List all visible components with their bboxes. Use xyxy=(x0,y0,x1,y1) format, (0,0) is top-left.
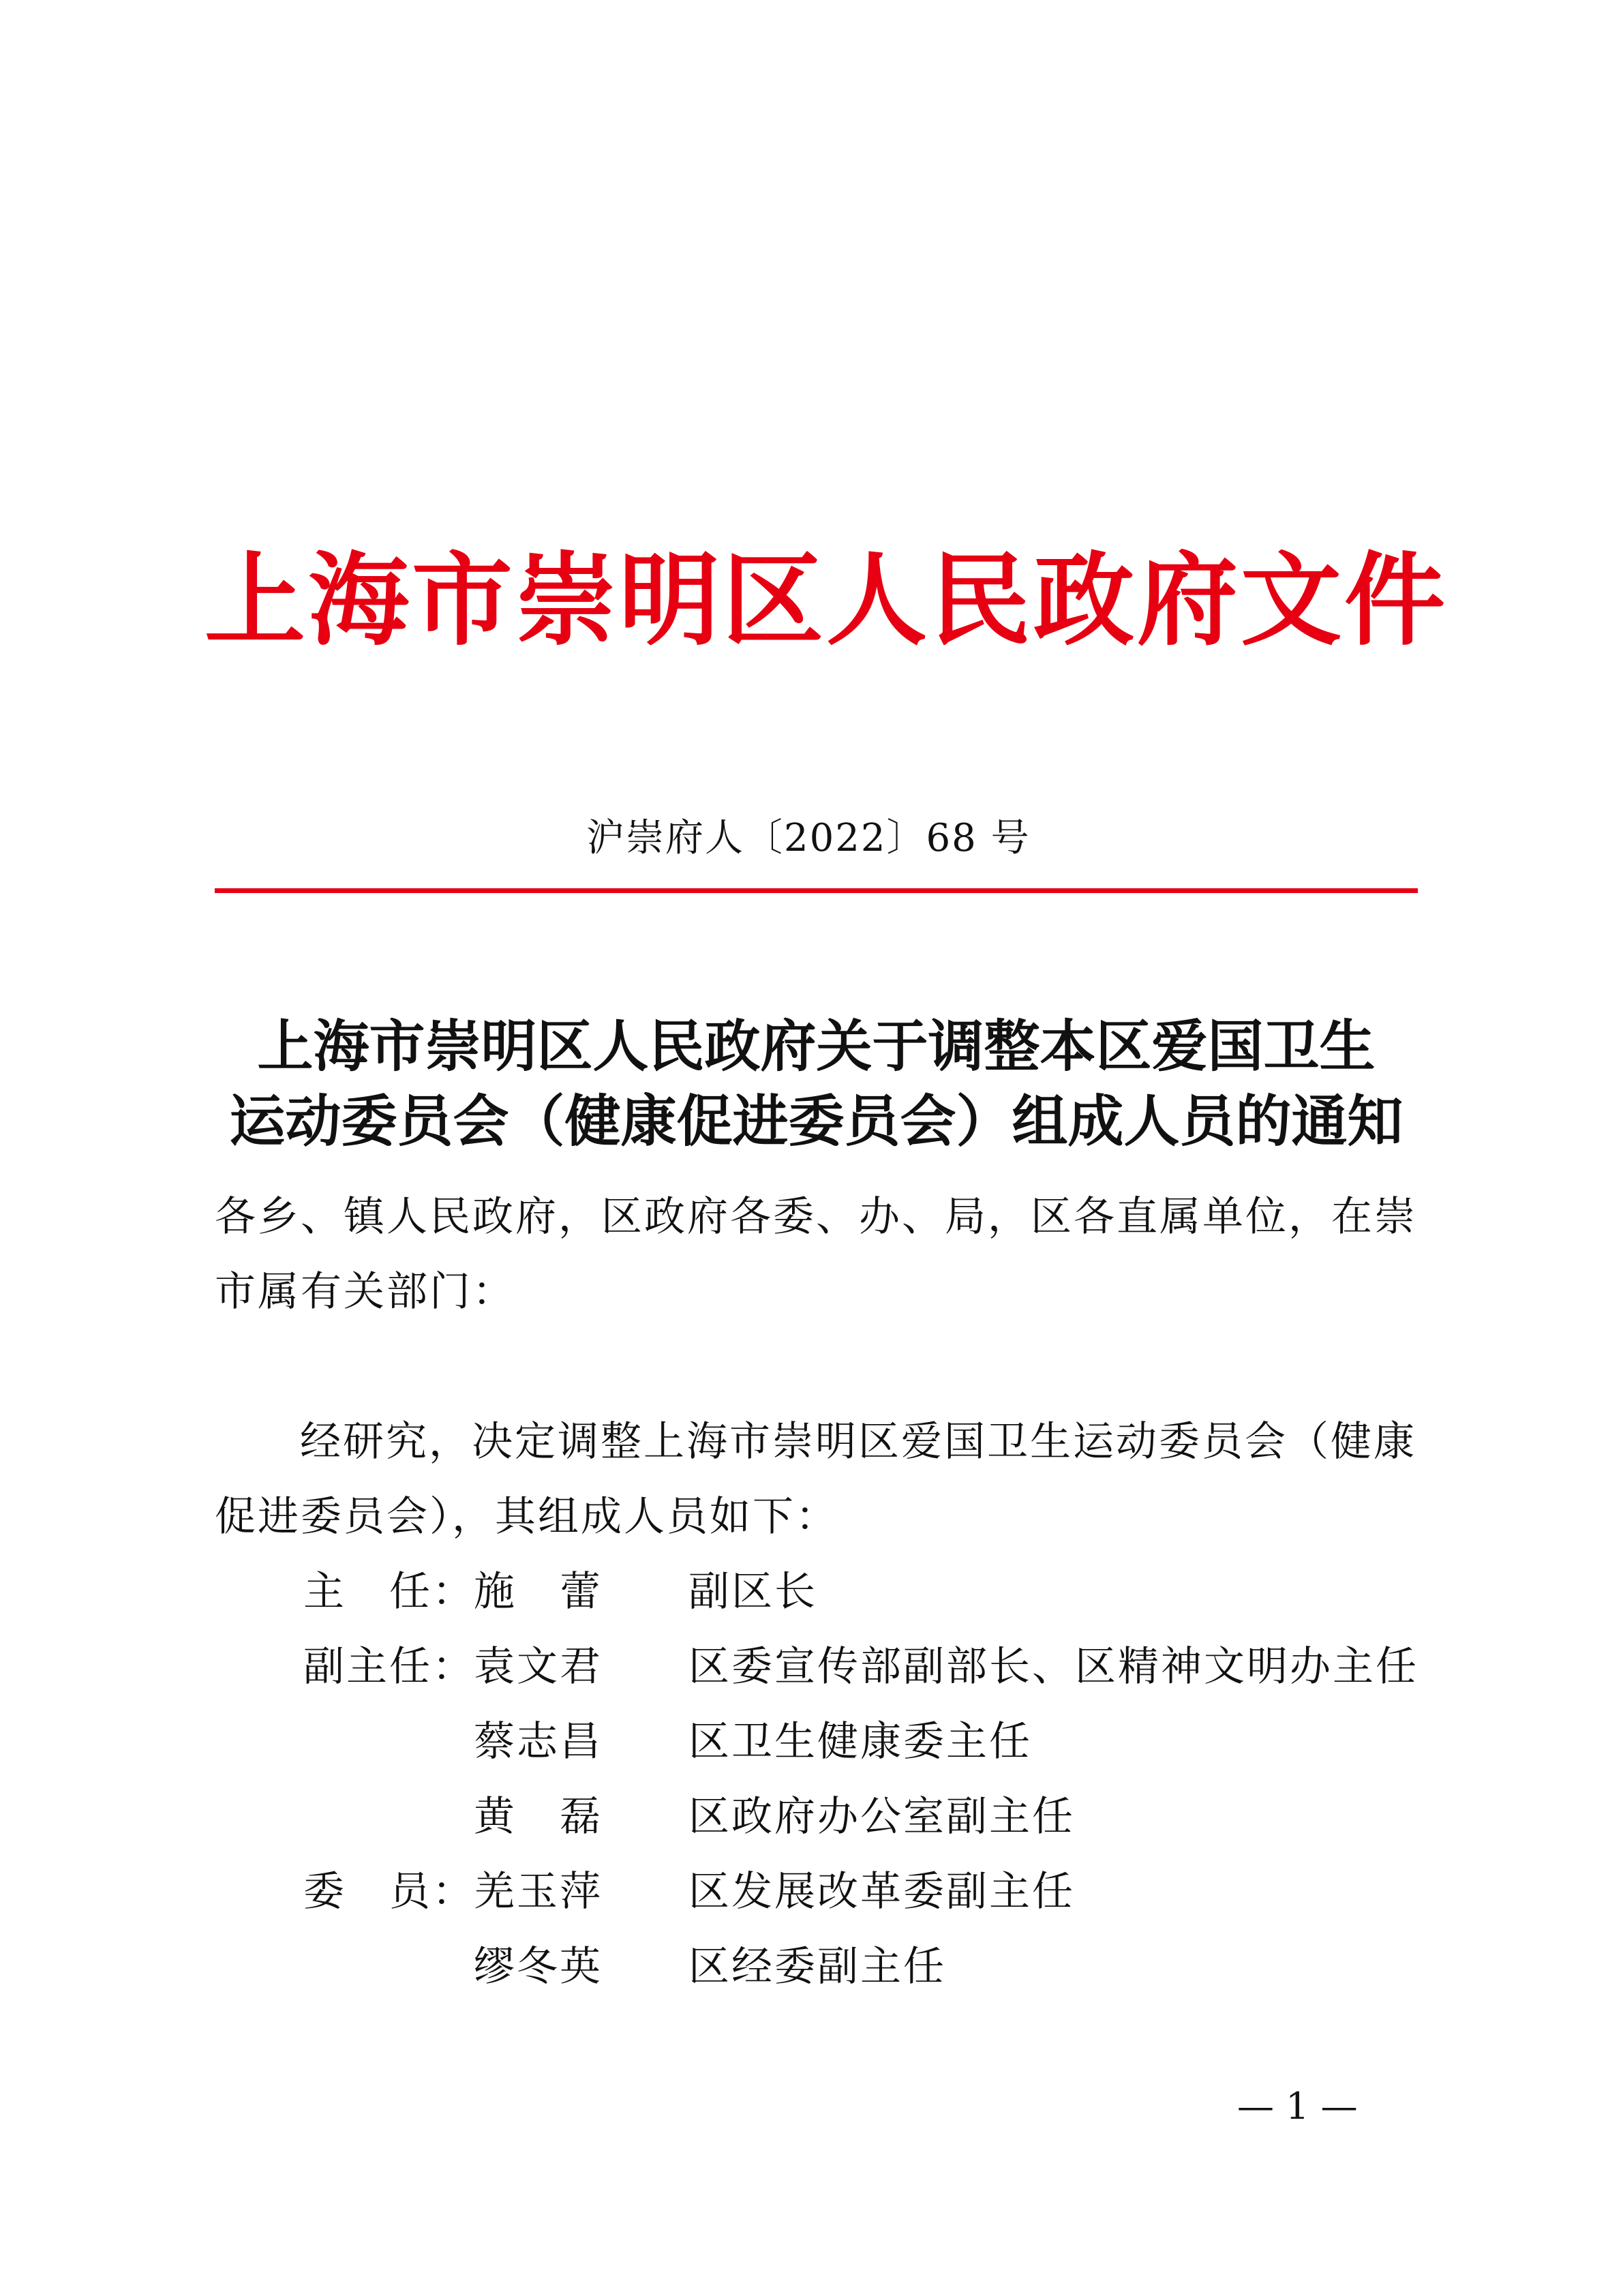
document-title-line-2: 运动委员会（健康促进委员会）组成人员的通知 xyxy=(229,1089,1404,1154)
member-name: 袁文君 xyxy=(474,1643,603,1691)
member-post: 区卫生健康委主任 xyxy=(688,1718,1032,1766)
member-row xyxy=(0,1629,1623,1704)
red-divider-line xyxy=(215,888,1418,893)
addressee-block xyxy=(215,1179,1418,1329)
member-row xyxy=(0,1929,1623,2004)
issuer-header-title: 上海市崇明区人民政府文件 xyxy=(204,541,1448,659)
member-post: 区政府办公室副主任 xyxy=(688,1793,1075,1841)
member-row xyxy=(0,1704,1623,1779)
member-row xyxy=(0,1854,1623,1929)
addressee-line-1: 各乡、镇人民政府，区政府各委、办、局，区各直属单位，在崇 xyxy=(215,1193,1417,1241)
body-paragraph xyxy=(215,1404,1418,1554)
member-name: 黄 磊 xyxy=(474,1793,603,1841)
member-row xyxy=(0,1779,1623,1854)
addressee-line-2: 市属有关部门： xyxy=(215,1268,515,1316)
page-number: — 1 — xyxy=(1237,2085,1358,2128)
paragraph-line-1: 经研究，决定调整上海市崇明区爱国卫生运动委员会（健康 xyxy=(300,1418,1416,1466)
paragraph-line-2: 促进委员会），其组成人员如下： xyxy=(215,1493,838,1541)
member-role: 主 任： xyxy=(303,1568,475,1616)
member-name: 羌玉萍 xyxy=(474,1868,603,1916)
member-post: 区发展改革委副主任 xyxy=(688,1868,1075,1916)
member-post: 区经委副主任 xyxy=(688,1943,946,1991)
member-role: 副主任： xyxy=(303,1643,475,1691)
member-post: 副区长 xyxy=(688,1568,817,1616)
member-post: 区委宣传部副部长、区精神文明办主任 xyxy=(688,1643,1419,1691)
member-name: 施 蕾 xyxy=(474,1568,603,1616)
document-number: 沪崇府人〔2022〕68 号 xyxy=(586,816,1031,860)
member-name: 蔡志昌 xyxy=(474,1718,603,1766)
member-name: 缪冬英 xyxy=(474,1943,603,1991)
document-title-line-1: 上海市崇明区人民政府关于调整本区爱国卫生 xyxy=(257,1014,1376,1079)
member-role: 委 员： xyxy=(303,1868,475,1916)
document-title xyxy=(215,1009,1418,1159)
member-row xyxy=(0,1554,1623,1629)
